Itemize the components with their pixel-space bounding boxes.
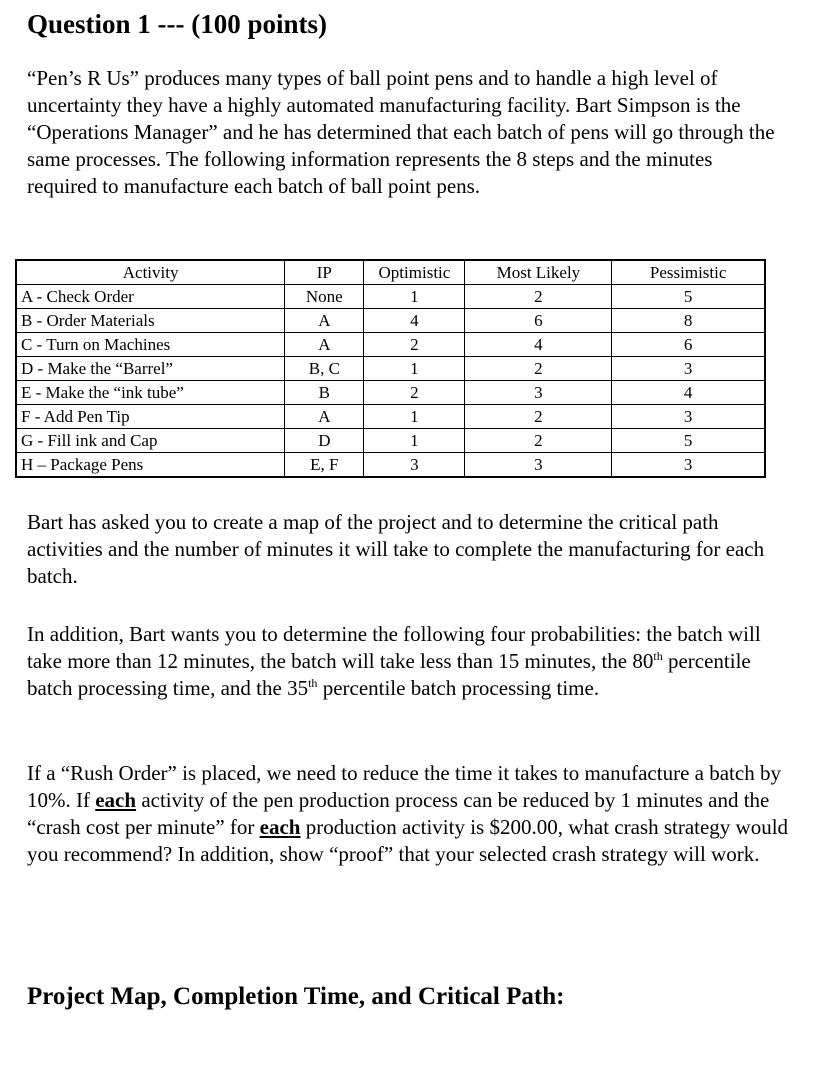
cell-ip: E, F (285, 453, 364, 478)
header-ip: IP (285, 260, 364, 285)
cell-ip: None (285, 285, 364, 309)
cell-activity: F - Add Pen Tip (16, 405, 285, 429)
rush-text: If a “Rush Order” is placed, we need to reduce the time it takes to manufacture a batch by 10%. If (27, 761, 781, 812)
header-pessimistic: Pessimistic (612, 260, 765, 285)
cell-most-likely: 3 (465, 381, 612, 405)
cell-optimistic: 1 (364, 357, 465, 381)
table-row (16, 357, 765, 381)
cell-pessimistic: 3 (612, 405, 765, 429)
probability-paragraph (27, 621, 797, 702)
table-row (16, 333, 765, 357)
cell-ip: B (285, 381, 364, 405)
cell-ip: D (285, 429, 364, 453)
cell-pessimistic: 5 (612, 285, 765, 309)
cell-activity: A - Check Order (16, 285, 285, 309)
cell-activity: C - Turn on Machines (16, 333, 285, 357)
cell-pessimistic: 5 (612, 429, 765, 453)
cell-activity: G - Fill ink and Cap (16, 429, 285, 453)
cell-most-likely: 2 (465, 357, 612, 381)
header-most-likely: Most Likely (465, 260, 612, 285)
rush-order-paragraph (27, 760, 797, 868)
cell-ip: A (285, 333, 364, 357)
table-row (16, 285, 765, 309)
cell-optimistic: 2 (364, 381, 465, 405)
intro-paragraph: “Pen’s R Us” produces many types of ball point pens and to handle a high level of uncertainty they have a highly automated manufacturing facility. Bart Simpson is the “Operations Manager” and he has determined that each batch of pens will go through the same processes. The following information represents the 8 steps and the minutes required to manufacture each batch of ball point pens. (27, 66, 775, 198)
cell-activity: B - Order Materials (16, 309, 285, 333)
cell-most-likely: 6 (465, 309, 612, 333)
probability-text: percentile batch processing time. (317, 676, 600, 700)
cell-activity: H – Package Pens (16, 453, 285, 478)
table-row (16, 309, 765, 333)
cell-most-likely: 2 (465, 429, 612, 453)
cell-most-likely: 2 (465, 285, 612, 309)
cell-pessimistic: 3 (612, 453, 765, 478)
emphasis-each: each (95, 788, 137, 812)
table-row (16, 429, 765, 453)
cell-optimistic: 1 (364, 405, 465, 429)
cell-ip: A (285, 309, 364, 333)
cell-activity: E - Make the “ink tube” (16, 381, 285, 405)
table-header-row (16, 260, 765, 285)
cell-optimistic: 2 (364, 333, 465, 357)
cell-most-likely: 3 (465, 453, 612, 478)
cell-ip: B, C (285, 357, 364, 381)
cell-most-likely: 4 (465, 333, 612, 357)
header-activity: Activity (16, 260, 285, 285)
cell-ip: A (285, 405, 364, 429)
activity-table (15, 259, 766, 478)
header-optimistic: Optimistic (364, 260, 465, 285)
cell-pessimistic: 3 (612, 357, 765, 381)
table-row (16, 405, 765, 429)
cell-optimistic: 1 (364, 285, 465, 309)
superscript-th: th (308, 676, 318, 690)
table-row (16, 453, 765, 478)
probability-text: In addition, Bart wants you to determine the following four probabilities: the batch will take more than 12 minutes, the batch will take less than 15 minutes, the 80 (27, 622, 761, 673)
superscript-th: th (653, 649, 663, 663)
cell-pessimistic: 4 (612, 381, 765, 405)
emphasis-each: each (259, 815, 301, 839)
cell-pessimistic: 8 (612, 309, 765, 333)
cell-activity: D - Make the “Barrel” (16, 357, 285, 381)
cell-optimistic: 4 (364, 309, 465, 333)
rush-text: production activity is $200.00, what crash strategy would you recommend? In addition, show “proof” that your selected crash strategy will work. (27, 815, 789, 866)
map-request-paragraph: Bart has asked you to create a map of the project and to determine the critical path activities and the number of minutes it will take to complete the manufacturing for each batch. (27, 510, 765, 588)
rush-text: activity of the pen production process can be reduced by 1 minutes and the “crash cost per minute” for (27, 788, 770, 839)
cell-optimistic: 3 (364, 453, 465, 478)
cell-pessimistic: 6 (612, 333, 765, 357)
section-heading: Project Map, Completion Time, and Critical Path: (27, 983, 565, 1010)
question-title: Question 1 --- (100 points) (27, 9, 328, 39)
cell-most-likely: 2 (465, 405, 612, 429)
cell-optimistic: 1 (364, 429, 465, 453)
table-row (16, 381, 765, 405)
probability-text: percentile batch processing time, and the 35 (27, 649, 751, 700)
